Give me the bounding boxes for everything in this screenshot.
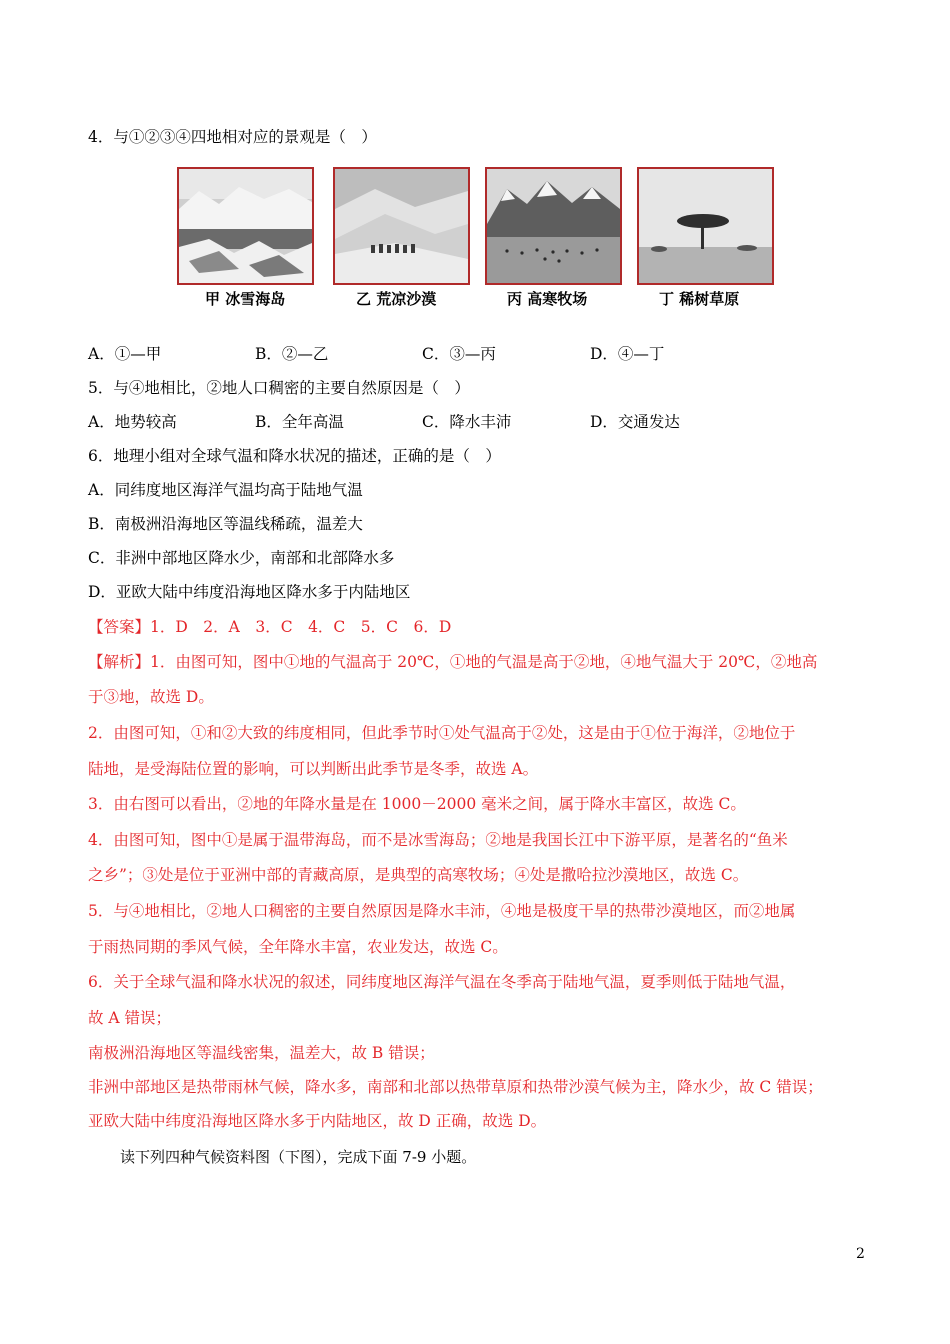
caption-yi: 乙 荒凉沙漠 <box>356 290 437 308</box>
q6-stem: 6．地理小组对全球气温和降水状况的描述，正确的是（ ） <box>88 447 501 465</box>
q5-option-d: D．交通发达 <box>590 413 680 431</box>
analysis-line: 4．由图可知，图中①是属于温带海岛，而不是冰雪海岛；②地是我国长江中下游平原，是著名的“鱼米 <box>88 831 788 849</box>
caption-ding: 丁 稀树草原 <box>659 290 740 308</box>
q6-option-b: B．南极洲沿海地区等温线稀疏，温差大 <box>88 515 363 533</box>
analysis-line: 陆地，是受海陆位置的影响，可以判断出此季节是冬季，故选 A。 <box>88 760 539 778</box>
answer-line: 【答案】1．D 2．A 3．C 4．C 5．C 6．D <box>88 618 452 636</box>
analysis-line: 南极洲沿海地区等温线密集，温差大，故 B 错误； <box>88 1044 435 1062</box>
analysis-line: 故 A 错误； <box>88 1009 172 1027</box>
analysis-line: 6．关于全球气温和降水状况的叙述，同纬度地区海洋气温在冬季高于陆地气温，夏季则低于陆地气温， <box>88 973 796 991</box>
next-section-intro: 读下列四种气候资料图（下图），完成下面 7-9 小题。 <box>120 1148 477 1166</box>
q6-option-d: D．亚欧大陆中纬度沿海地区降水多于内陆地区 <box>88 583 411 601</box>
caption-bing: 丙 高寒牧场 <box>507 290 588 308</box>
q6-option-a: A．同纬度地区海洋气温均高于陆地气温 <box>88 481 363 499</box>
analysis-line: 非洲中部地区是热带雨林气候，降水多，南部和北部以热带草原和热带沙漠气候为主，降水少，故 C 错误； <box>88 1078 823 1096</box>
analysis-line: 3．由右图可以看出，②地的年降水量是在 1000－2000 毫米之间，属于降水丰富区，故选 C。 <box>88 795 746 813</box>
ice-island-photo <box>177 167 314 285</box>
q4-stem: 4．与①②③④四地相对应的景观是（ ） <box>88 128 377 146</box>
analysis-line: 于雨热同期的季风气候，全年降水丰富，农业发达，故选 C。 <box>88 938 508 956</box>
q4-option-c: C．③—丙 <box>422 345 496 363</box>
analysis-line: 之乡”；③处是位于亚洲中部的青藏高原，是典型的高寒牧场；④处是撒哈拉沙漠地区，故选 C。 <box>88 866 749 884</box>
analysis-line: 2．由图可知，①和②大致的纬度相同，但此季节时①处气温高于②处，这是由于①位于海洋，②地位于 <box>88 724 796 742</box>
caption-jia: 甲 冰雪海岛 <box>205 290 286 308</box>
q5-option-a: A．地势较高 <box>88 413 177 431</box>
analysis-line: 5．与④地相比，②地人口稠密的主要自然原因是降水丰沛，④地是极度干旱的热带沙漠地区，而②地属 <box>88 902 796 920</box>
q4-option-d: D．④—丁 <box>590 345 665 363</box>
analysis-line: 亚欧大陆中纬度沿海地区降水多于内陆地区，故 D 正确，故选 D。 <box>88 1112 547 1130</box>
savanna-photo <box>637 167 774 285</box>
analysis-line: 【解析】1．由图可知，图中①地的气温高于 20℃，①地的气温是高于②地，④地气温大于 20℃，②地高 <box>88 653 818 671</box>
q5-option-b: B．全年高温 <box>255 413 344 431</box>
desert-photo <box>333 167 470 285</box>
q5-option-c: C．降水丰沛 <box>422 413 512 431</box>
q6-option-c: C．非洲中部地区降水少，南部和北部降水多 <box>88 549 395 567</box>
alpine-pasture-photo <box>485 167 622 285</box>
q4-option-b: B．②—乙 <box>255 345 329 363</box>
q4-option-a: A．①—甲 <box>88 345 162 363</box>
page-number: 2 <box>856 1246 865 1262</box>
q5-stem: 5．与④地相比，②地人口稠密的主要自然原因是（ ） <box>88 379 470 397</box>
analysis-line: 于③地，故选 D。 <box>88 688 214 706</box>
